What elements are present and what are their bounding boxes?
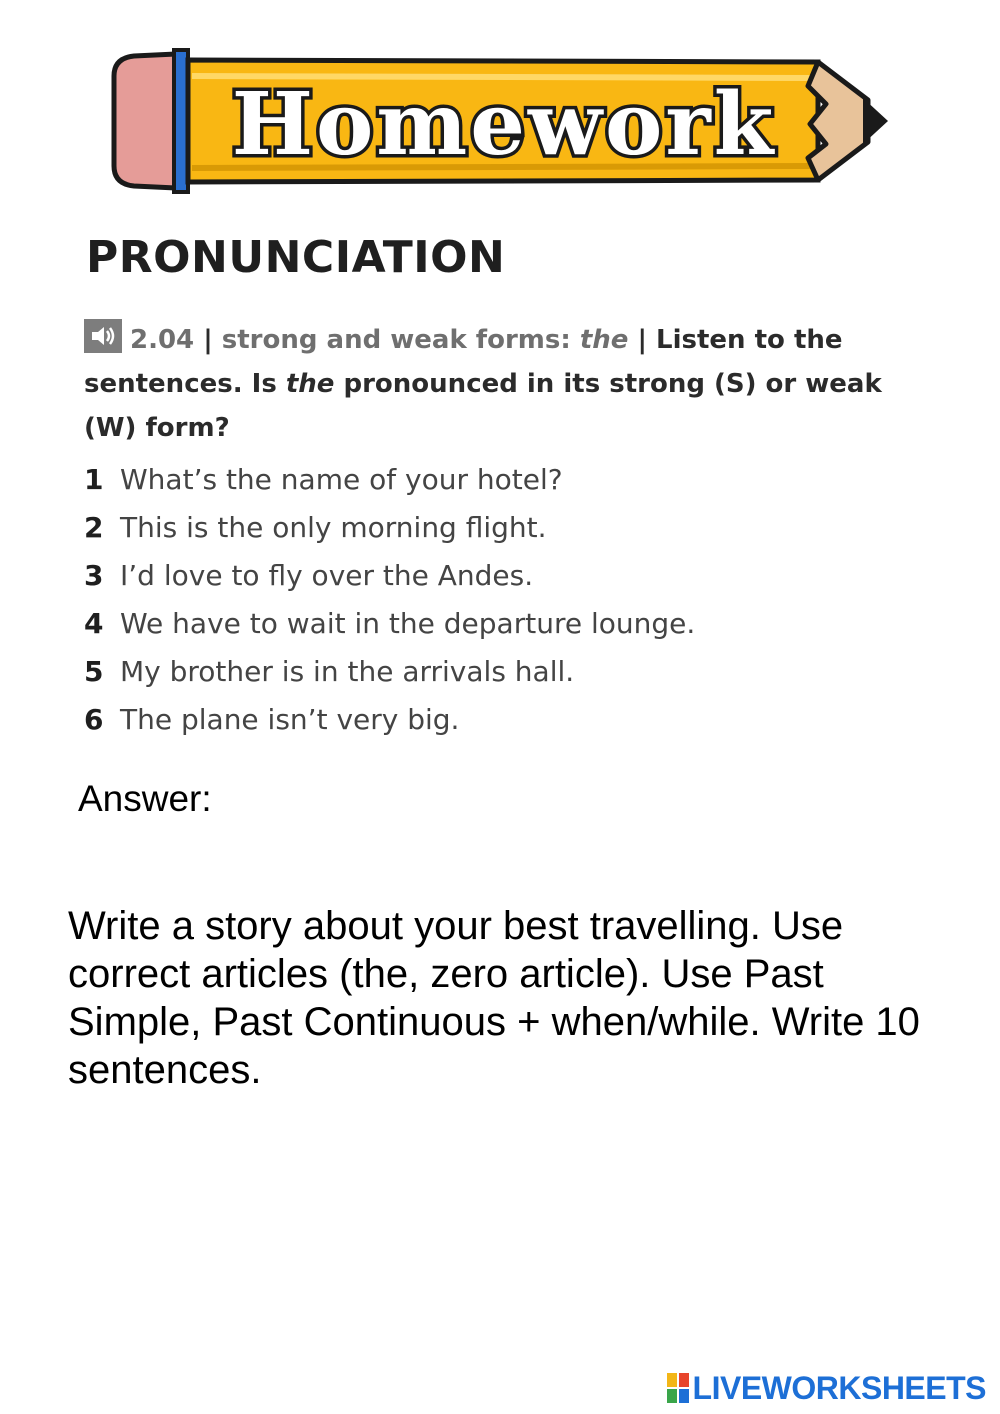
list-item <box>84 504 695 552</box>
sentence-list <box>84 456 695 744</box>
banner-title: Homework <box>231 74 777 175</box>
instruction-word: the <box>285 369 335 399</box>
list-item <box>84 456 695 504</box>
answer-label: Answer: <box>78 778 212 819</box>
item-text: The plane isn’t very big. <box>120 703 460 736</box>
track-number: 2.04 <box>130 325 195 355</box>
list-item <box>84 552 695 600</box>
list-item <box>84 696 695 744</box>
separator: | <box>637 325 647 355</box>
item-text: I’d love to fly over the Andes. <box>120 559 534 592</box>
homework-pencil-banner <box>108 46 893 196</box>
item-number: 1 <box>84 463 104 496</box>
item-text: What’s the name of your hotel? <box>120 463 563 496</box>
item-text: My brother is in the arrivals hall. <box>120 655 575 688</box>
exercise-instruction <box>84 318 904 450</box>
instruction-text-end: pronounced in its strong (S) or weak (W) form? <box>84 369 882 443</box>
liveworksheets-logo <box>667 1370 986 1406</box>
list-item <box>84 600 695 648</box>
section-heading: PRONUNCIATION <box>86 232 506 283</box>
topic-label: strong and weak forms: <box>221 325 571 355</box>
item-text: This is the only morning flight. <box>120 511 547 544</box>
item-number: 5 <box>84 655 104 688</box>
separator: | <box>203 325 213 355</box>
logo-icon <box>667 1373 689 1403</box>
item-number: 3 <box>84 559 104 592</box>
item-number: 2 <box>84 511 104 544</box>
topic-word: the <box>579 325 629 355</box>
logo-text: LIVEWORKSHEETS <box>692 1369 986 1406</box>
pencil-graphic <box>108 46 893 196</box>
speaker-icon[interactable] <box>84 319 122 353</box>
item-text: We have to wait in the departure lounge. <box>120 607 696 640</box>
list-item <box>84 648 695 696</box>
instruction-text: Listen to the sentences. Is <box>84 325 843 399</box>
writing-task: Write a story about your best travelling. Use correct articles (the, zero article). Use Past Simple, Past Continuous + when/while. Write 10 sentences. <box>68 904 920 1092</box>
item-number: 4 <box>84 607 104 640</box>
item-number: 6 <box>84 703 104 736</box>
